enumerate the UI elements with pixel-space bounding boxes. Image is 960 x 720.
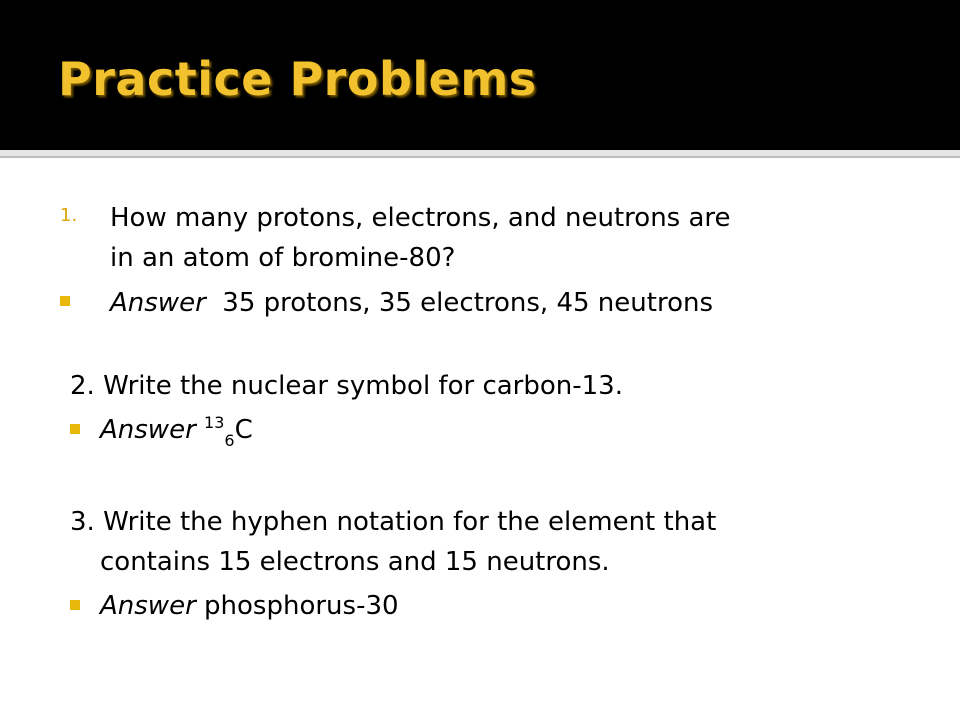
problem-1-question-line-1: How many protons, electrons, and neutrons are — [110, 203, 731, 233]
problem-2-mass-number: 13 — [204, 413, 225, 432]
problem-2-answer-label: Answer — [100, 415, 196, 445]
problem-2-question: 2. Write the nuclear symbol for carbon-13. — [70, 371, 623, 401]
problem-1-answer — [110, 283, 713, 323]
problem-2-element-symbol: C — [234, 415, 253, 445]
problem-3-answer-bullet — [70, 600, 80, 610]
problem-2-answer-bullet — [70, 424, 80, 434]
problem-1-answer-text: 35 protons, 35 electrons, 45 neutrons — [222, 288, 714, 318]
problem-3-answer — [100, 586, 399, 626]
problem-2-answer — [100, 410, 253, 453]
problem-3-answer-label: Answer — [100, 591, 196, 621]
problem-1-answer-bullet — [60, 296, 70, 306]
header-divider-shadow — [0, 156, 960, 158]
problem-1-answer-label: Answer — [110, 288, 206, 318]
problem-3-question-line-1: 3. Write the hyphen notation for the element that — [70, 507, 717, 537]
problem-1-number: 1. — [60, 205, 78, 226]
slide-header — [0, 0, 960, 150]
problem-3-question-line-2: contains 15 electrons and 15 neutrons. — [100, 547, 610, 577]
problem-3-answer-text: phosphorus-30 — [204, 591, 399, 621]
problem-1-question-line-2: in an atom of bromine-80? — [110, 243, 456, 273]
slide-title: Practice Problems — [58, 52, 537, 106]
problem-2-atomic-number: 6 — [224, 431, 235, 450]
